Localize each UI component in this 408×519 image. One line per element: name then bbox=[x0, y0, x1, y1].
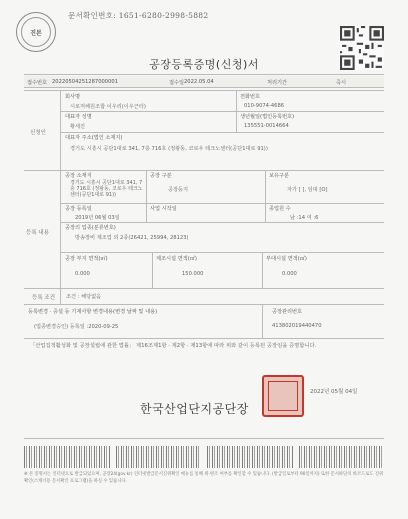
footer-notice: ※ 본 증명서는 인터넷으로 발급되었으며, 공장24(gov.kr) 인터넷발급문서진위확인 메뉴를 통해 위·변조 여부를 확인할 수 있습니다. (발급일로부터 90일까지) 또한 문서하단의 바코드로도 진위확인(스캐너용 문서확인 프로그램)을 하실 수 있습니다. bbox=[24, 472, 384, 484]
rep-value: 황세진 bbox=[70, 124, 86, 130]
type-value: 공장등지 bbox=[168, 187, 189, 193]
authenticity-seal-icon bbox=[16, 12, 56, 52]
category-value: 자가 [ ], 임대 [O] bbox=[287, 187, 328, 193]
registration-row-rule-2 bbox=[60, 222, 384, 223]
address-value: 경기도 시흥시 공단1대로 341, 7층 716호 (정왕동, 코로우 테크노센터(공단1대로 91)) bbox=[70, 146, 268, 152]
location-value: 경기도 시흥시 공단1대로 341, 7층 716호 (정왕동, 코로우 테크노센터(공단1대로 91)) bbox=[70, 180, 143, 198]
applicant-row-rule-2 bbox=[60, 132, 384, 133]
site-area-label: 공장 부지 면적(㎡) bbox=[65, 256, 108, 262]
company-label: 회사명 bbox=[65, 94, 81, 100]
area-divider-1 bbox=[152, 252, 153, 288]
birth-label: 생년월일(법인등록번호) bbox=[240, 114, 295, 120]
date-label: 접수일 bbox=[169, 80, 185, 86]
birth-value: 135551-0014664 bbox=[244, 123, 289, 129]
applicant-top-rule bbox=[24, 90, 384, 91]
agency-label: 공장관리번호 bbox=[272, 309, 303, 315]
registration-row-rule-1 bbox=[60, 203, 384, 204]
company-value: 시로저해원조합 이우리(이우근터) bbox=[70, 104, 146, 110]
title-divider bbox=[24, 74, 384, 75]
area-divider-2 bbox=[262, 252, 263, 288]
certification-notice: 「산업집적활성화 및 공장설립에 관한 법률」 제16조제1항 · 제2항 · 제13항에 따라 위와 같이 등록된 공장임을 증명합니다. bbox=[30, 343, 317, 349]
category-label: 보유구분 bbox=[269, 173, 290, 179]
document-number: 문서확인번호: 1651-6280-2998-5882 bbox=[68, 11, 209, 20]
registration-divider bbox=[60, 170, 61, 288]
receipt-value: 20220504251287000001 bbox=[52, 79, 119, 85]
aux-area-value: 0.000 bbox=[282, 271, 297, 277]
applicant-section-label: 신청인 bbox=[30, 130, 46, 136]
change-value: (업종변경승인) 등록일 :2020-09-25 bbox=[34, 324, 119, 330]
building-area-label: 제조시설 면적(㎡) bbox=[156, 256, 197, 262]
condition-section-label: 등록 조건 bbox=[32, 295, 56, 301]
receipt-label: 접수번호 bbox=[27, 80, 48, 86]
location-label: 공장 소재지 bbox=[65, 173, 92, 179]
period-value: 즉시 bbox=[336, 80, 347, 86]
industry-label: 공장의 업종(분류번호) bbox=[65, 225, 116, 231]
seal-text: 진본 bbox=[30, 29, 42, 37]
rep-label: 대표자 성명 bbox=[65, 114, 92, 120]
official-seal-icon bbox=[262, 375, 304, 417]
applicant-divider bbox=[60, 90, 61, 170]
start-label: 사업 시작일 bbox=[150, 206, 177, 212]
aux-area-label: 부대시설 면적(㎡) bbox=[266, 256, 307, 262]
change-bottom-rule bbox=[24, 338, 384, 339]
barcode-strip bbox=[24, 446, 384, 468]
barcode-icon bbox=[207, 446, 293, 468]
phone-label: 전화번호 bbox=[240, 94, 261, 100]
period-label: 처리기간 bbox=[267, 80, 288, 86]
issue-date: 2022년 05월 04일 bbox=[310, 389, 358, 395]
date-value: 2022.05.04 bbox=[184, 79, 214, 85]
condition-value: 조건 : 해당없음 bbox=[66, 294, 102, 300]
change-divider bbox=[262, 304, 263, 338]
barcode-icon bbox=[299, 446, 385, 468]
condition-top-rule bbox=[24, 288, 384, 289]
registration-mid-divider-2 bbox=[265, 170, 266, 222]
phone-value: 010-9074-4686 bbox=[244, 103, 285, 109]
change-label: 등록변경 · 증설 등 기재사항 변경내용(변경 날짜 및 내용) bbox=[28, 309, 158, 315]
document-title: 공장등록증명(신청)서 bbox=[149, 58, 259, 71]
employees-value: 남 :14 여 :6 bbox=[290, 215, 319, 221]
type-label: 공장 구분 bbox=[150, 173, 172, 179]
applicant-row-rule-1 bbox=[60, 111, 384, 112]
registration-top-rule bbox=[24, 170, 384, 171]
registration-section-label: 등록 내용 bbox=[26, 230, 50, 236]
issuer-name: 한국산업단지공단장 bbox=[140, 402, 249, 416]
condition-divider bbox=[60, 288, 61, 304]
reg-date-label: 공장 등록일 bbox=[65, 206, 92, 212]
address-label: 대표자 주소(법인 소재지) bbox=[65, 135, 123, 141]
registration-mid-divider-1 bbox=[146, 170, 147, 222]
receipt-row bbox=[24, 76, 384, 88]
site-area-value: 0.000 bbox=[75, 271, 90, 277]
barcode-icon bbox=[24, 446, 110, 468]
barcode-icon bbox=[116, 446, 202, 468]
agency-value: 413802019440470 bbox=[272, 323, 322, 329]
building-area-value: 150.000 bbox=[182, 271, 204, 277]
employees-label: 종업원 수 bbox=[269, 206, 291, 212]
bottom-divider bbox=[24, 438, 384, 439]
industry-value: 방송장비 제조업 외 2종(26421, 25994, 28123) bbox=[75, 235, 189, 241]
change-top-rule bbox=[24, 304, 384, 305]
reg-date-value: 2019년 06월 03일 bbox=[75, 215, 120, 221]
registration-row-rule-3 bbox=[60, 252, 384, 253]
